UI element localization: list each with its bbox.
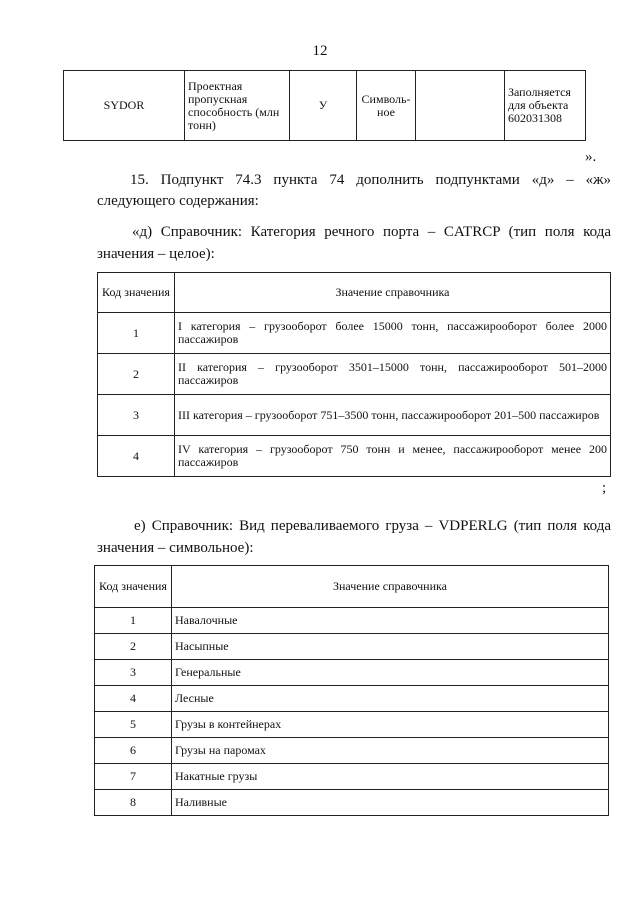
vdperlg-table [94, 565, 609, 816]
row-value: Лесные [172, 686, 609, 712]
row-value: Навалочные [172, 608, 609, 634]
row-value: Генеральные [172, 660, 609, 686]
header-value: Значение справочника [172, 566, 609, 608]
row-value: II категория – грузооборот 3501–15000 тонн, пассажирооборот 501–2000 пассажиров [175, 354, 611, 395]
row-code: 6 [95, 738, 172, 764]
table-header-row [95, 566, 609, 608]
row-code: 2 [95, 634, 172, 660]
subitem-e-line-1: е) Справочник: Вид переваливаемого груза – VDPERLG (тип поля кода [134, 518, 611, 534]
row-value: Грузы на паромах [172, 738, 609, 764]
row-value: Наливные [172, 790, 609, 816]
header-value: Значение справочника [175, 273, 611, 313]
row-code: 5 [95, 712, 172, 738]
semicolon-mark: ; [602, 480, 607, 496]
field-code-cell: SYDOR [64, 71, 185, 141]
subitem-d-line-2: значения – целое): [97, 246, 215, 262]
row-value: Грузы в контейнерах [172, 712, 609, 738]
table-row [95, 790, 609, 816]
row-code: 4 [98, 436, 175, 477]
row-value: III категория – грузооборот 751–3500 тонн, пассажирооборот 201–500 пассажиров [175, 395, 611, 436]
table-row [98, 354, 611, 395]
field-empty-cell [416, 71, 505, 141]
row-code: 2 [98, 354, 175, 395]
row-code: 3 [95, 660, 172, 686]
closing-quote-mark: ». [585, 149, 597, 165]
table-row [95, 712, 609, 738]
header-code: Код значения [95, 566, 172, 608]
table-row [95, 634, 609, 660]
page-number: 12 [312, 43, 328, 59]
row-value: IV категория – грузооборот 750 тонн и менее, пассажирооборот менее 200 пассажиров [175, 436, 611, 477]
table-row [95, 686, 609, 712]
row-code: 4 [95, 686, 172, 712]
row-code: 1 [95, 608, 172, 634]
catrcp-table [97, 272, 611, 477]
table-row [98, 395, 611, 436]
header-code: Код значения [98, 273, 175, 313]
row-code: 8 [95, 790, 172, 816]
subitem-d-line-1: «д) Справочник: Категория речного порта – CATRCP (тип поля кода [132, 224, 611, 240]
table-row [95, 764, 609, 790]
table-row [95, 738, 609, 764]
table-row [95, 608, 609, 634]
row-value: Накатные грузы [172, 764, 609, 790]
row-code: 3 [98, 395, 175, 436]
field-description-cell: Проектная пропускная способность (млн тонн) [185, 71, 290, 141]
table-row [95, 660, 609, 686]
row-value: I категория – грузооборот более 15000 тонн, пассажирооборот более 2000 пассажиров [175, 313, 611, 354]
table-header-row [98, 273, 611, 313]
item-15-line-2: следующего содержания: [97, 193, 259, 209]
field-type-cell: Символь-ное [357, 71, 416, 141]
row-code: 7 [95, 764, 172, 790]
table-row [64, 71, 586, 141]
table-row [98, 436, 611, 477]
field-note-cell: Заполняется для объекта 602031308 [505, 71, 586, 141]
item-15-line-1: 15. Подпункт 74.3 пункта 74 дополнить подпунктами «д» – «ж» [130, 172, 611, 188]
field-definition-table [63, 70, 586, 141]
row-value: Насыпные [172, 634, 609, 660]
row-code: 1 [98, 313, 175, 354]
subitem-e-line-2: значения – символьное): [97, 540, 254, 556]
field-flag-cell: У [290, 71, 357, 141]
table-row [98, 313, 611, 354]
